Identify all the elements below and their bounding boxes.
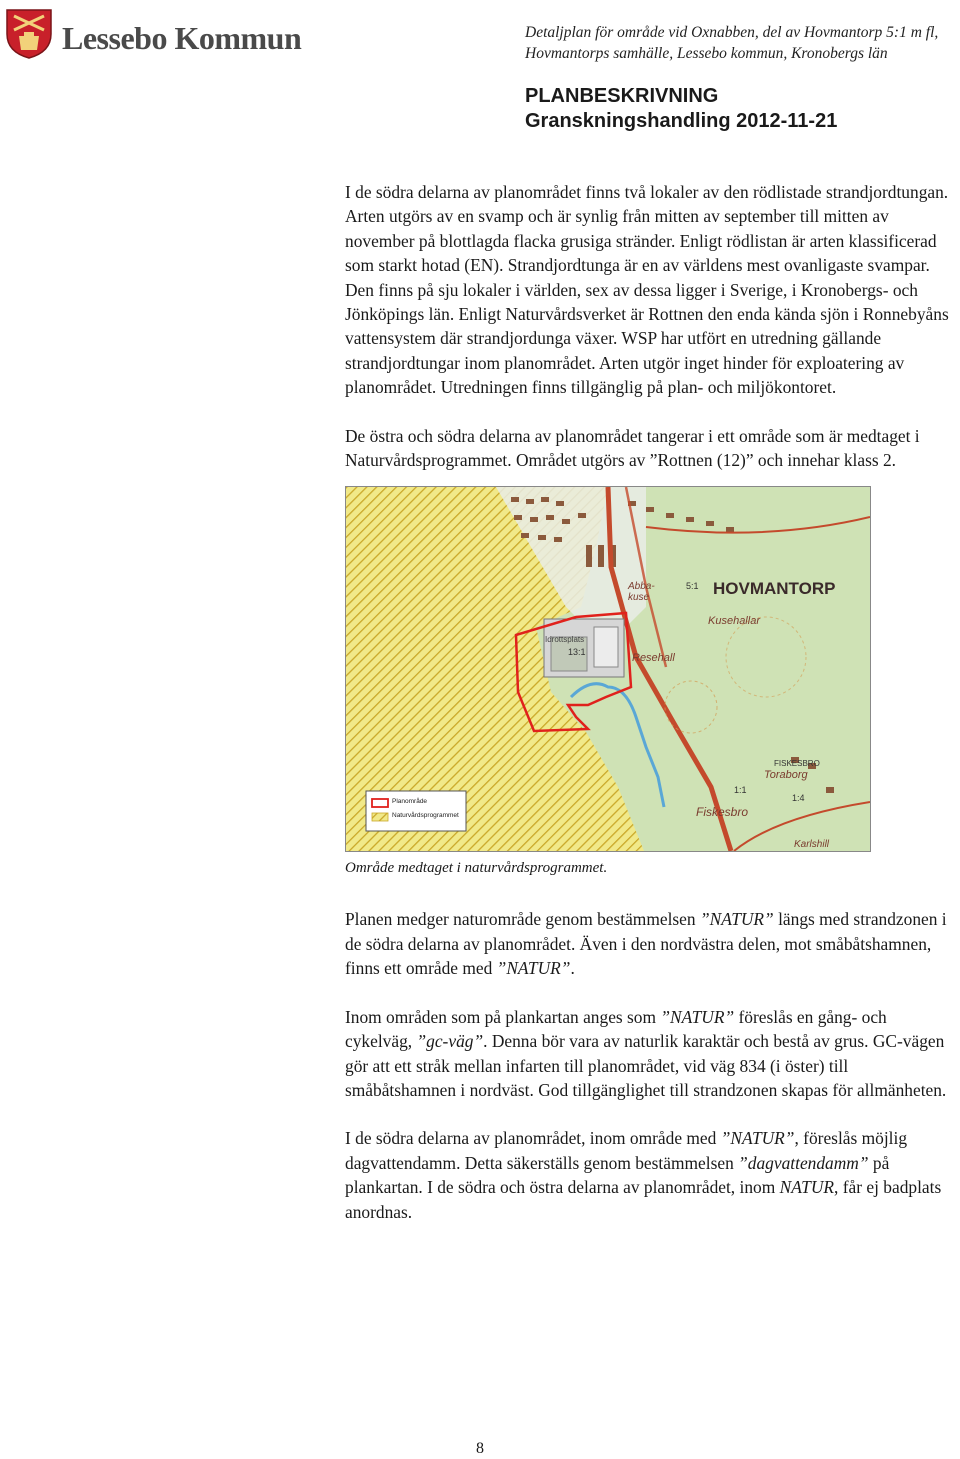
nature-program-swatch [372, 813, 388, 821]
map-label-plot-1-4: 1:4 [792, 793, 805, 804]
municipal-coat-of-arms-icon [4, 6, 54, 60]
map-label-abbakuse: Abba- [628, 581, 655, 593]
meta-line: Detaljplan för område vid Oxnabben, del av Hovmantorp 5:1 m fl, [525, 24, 939, 41]
map-label-fiskesbro-upper: FISKESBRO [774, 759, 820, 769]
lessebo-kommun-logo [4, 6, 324, 62]
document-title [525, 84, 837, 134]
paragraph: Planen medger naturområde genom bestämmelsen ”NATUR” längs med strandzonen i de södra delarna av planområdet. Även i den nordvästra delen, mot småbåtshamnen, finns ett område med ”NATUR”. [345, 909, 947, 979]
figure-caption: Område medtaget i naturvårdsprogrammet. [345, 860, 608, 877]
page-number: 8 [476, 1440, 484, 1457]
map-label-plot-1-1: 1:1 [734, 785, 747, 796]
map-label-parcel: 5:1 [686, 581, 699, 592]
logo-text: Lessebo Kommun [62, 20, 302, 56]
legend-label-plan-area: Planområde [392, 798, 428, 806]
map-label-fiskesbro: Fiskesbro [696, 805, 749, 820]
map-label-resehall: Resehall [632, 652, 675, 665]
legend-label-nature-program: Naturvårdsprogrammet [392, 812, 459, 820]
map-label-plot: 13:1 [568, 647, 586, 658]
paragraph: I de södra delarna av planområdet, inom område med ”NATUR”, föreslås möjlig dagvattendamm. Detta säkerställs genom bestämmelsen ”dagvattendamm” på plankartan. I de södra och östra delarna av planområdet, inom NATUR, får ej badplats anordnas. [345, 1128, 942, 1222]
document-meta [525, 22, 945, 64]
map-label-town: HOVMANTORP [713, 579, 836, 599]
map-label-toraborg: Toraborg [764, 769, 808, 782]
page-content [345, 180, 955, 1224]
paragraph: Inom områden som på plankartan anges som ”NATUR” föreslås en gång- och cykelväg, ”gc-väg”. Denna bör vara av naturlik karaktär och bestå av grus. GC-vägen gör att ett stråk mellan infarten till planområdet, vid väg 834 (i öster) till småbåtshamnen i nordväst. God tillgänglighet till strandzonen skapas för allmänheten. [345, 1006, 947, 1100]
map-label-abbakuse: kuse [628, 592, 650, 604]
meta-line: Hovmantorps samhälle, Lessebo kommun, Kronobergs län [525, 45, 888, 62]
nature-program-map [345, 486, 871, 852]
document-type: PLANBESKRIVNING [525, 85, 719, 107]
paragraph: I de södra delarna av planområdet finns två lokaler av den rödlistade strandjordtungan. Arten utgörs av en svamp och är synlig från mitten av september till mitten av november på blottlagda flacka grusiga stränder. Enligt rödlistan är arten klassificerad som starkt hotad (EN). Strandjordtunga är en av världens mest ovanligaste svampar. Den finns på sju lokaler i världen, sex av dessa ligger i Sverige, i Kronobergs- och Jönköpings län. Enligt Naturvårdsverket är Rottnen den enda kända sjön i Ronnebyåns vattensystem där strandjordunga växer. WSP har utfört en utredning gällande strandjordtungar inom planområdet. Arten utgör inget hinder för exploatering av planområdet. Utredningen finns tillgänglig på plan- och miljökontoret. [345, 182, 949, 398]
map-label-idrottsplats: Idrottsplats [545, 635, 585, 645]
document-status: Granskningshandling 2012-11-21 [525, 110, 838, 132]
map-label-karlshill: Karlshill [794, 839, 830, 851]
paragraph: De östra och södra delarna av planområdet tangerar i ett område som är medtaget i Naturvårdsprogrammet. Området utgörs av ”Rottnen (12)” och innehar klass 2. [345, 425, 920, 471]
sports-field [594, 627, 618, 667]
map-label-kusehallar: Kusehallar [708, 615, 760, 628]
